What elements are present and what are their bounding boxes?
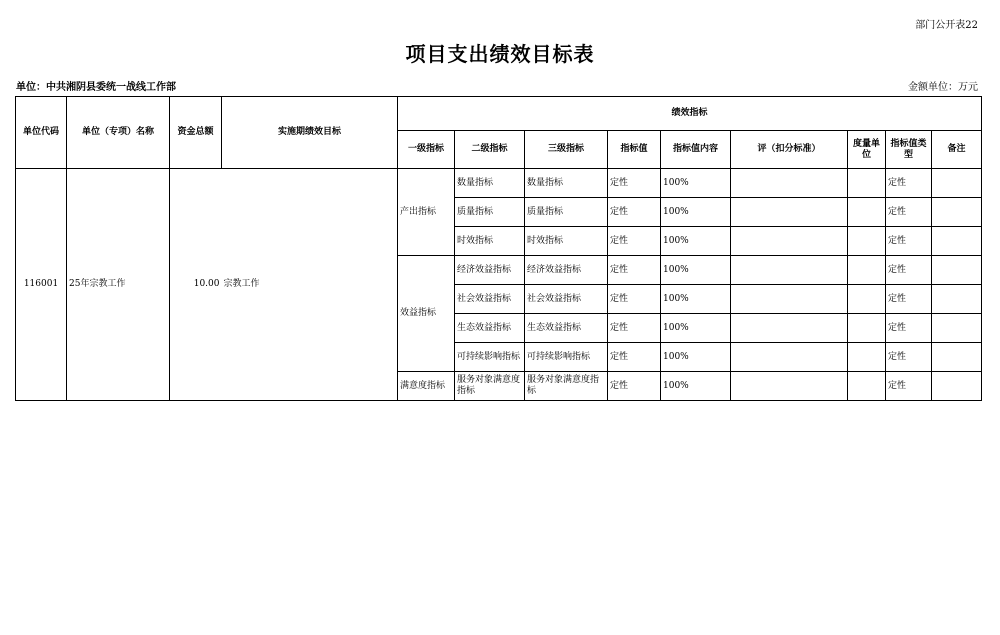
indicator-value-cell: 定性 <box>608 372 661 401</box>
header-period-goal: 实施期绩效目标 <box>222 97 398 169</box>
indicator-value-cell: 定性 <box>608 343 661 372</box>
header-value-type: 指标值类型 <box>886 131 932 169</box>
level2-cell: 时效指标 <box>455 227 525 256</box>
header-indicator-content: 指标值内容 <box>661 131 731 169</box>
level1-cell: 满意度指标 <box>398 372 455 401</box>
measure-unit-cell <box>848 227 886 256</box>
value-type-cell: 定性 <box>886 169 932 198</box>
header-indicator-value: 指标值 <box>608 131 661 169</box>
indicator-content-cell: 100% <box>661 372 731 401</box>
indicator-content-cell: 100% <box>661 343 731 372</box>
header-scoring: 评（扣分标准） <box>731 131 848 169</box>
level3-cell: 质量指标 <box>525 198 608 227</box>
header-level3: 三级指标 <box>525 131 608 169</box>
header-perf-indicators: 绩效指标 <box>398 97 982 131</box>
value-type-cell: 定性 <box>886 343 932 372</box>
level2-cell: 社会效益指标 <box>455 285 525 314</box>
measure-unit-cell <box>848 372 886 401</box>
level3-cell: 数量指标 <box>525 169 608 198</box>
indicator-value-cell: 定性 <box>608 285 661 314</box>
scoring-cell <box>731 198 848 227</box>
scoring-cell <box>731 285 848 314</box>
level3-cell: 时效指标 <box>525 227 608 256</box>
level2-cell: 数量指标 <box>455 169 525 198</box>
level2-cell: 可持续影响指标 <box>455 343 525 372</box>
table-row <box>16 169 982 198</box>
level3-cell: 生态效益指标 <box>525 314 608 343</box>
organization-label: 单位：中共湘阴县委统一战线工作部 <box>16 82 176 93</box>
level1-cell: 效益指标 <box>398 256 455 372</box>
amount-unit-label: 金额单位：万元 <box>908 82 978 93</box>
remark-cell <box>932 256 982 285</box>
remark-cell <box>932 169 982 198</box>
indicator-value-cell: 定性 <box>608 198 661 227</box>
value-type-cell: 定性 <box>886 227 932 256</box>
level2-cell: 质量指标 <box>455 198 525 227</box>
indicator-content-cell: 100% <box>661 227 731 256</box>
scoring-cell <box>731 169 848 198</box>
remark-cell <box>932 227 982 256</box>
measure-unit-cell <box>848 314 886 343</box>
header-level2: 二级指标 <box>455 131 525 169</box>
header-unit-name: 单位（专项）名称 <box>67 97 170 169</box>
indicator-value-cell: 定性 <box>608 227 661 256</box>
indicator-value-cell: 定性 <box>608 314 661 343</box>
indicator-content-cell: 100% <box>661 314 731 343</box>
level1-cell: 产出指标 <box>398 169 455 256</box>
level2-cell: 经济效益指标 <box>455 256 525 285</box>
performance-target-table <box>15 96 982 401</box>
value-type-cell: 定性 <box>886 198 932 227</box>
project-code-cell: 116001 <box>16 169 67 401</box>
value-type-cell: 定性 <box>886 372 932 401</box>
measure-unit-cell <box>848 169 886 198</box>
project-goal-cell: 宗教工作 <box>222 169 398 401</box>
remark-cell <box>932 343 982 372</box>
indicator-content-cell: 100% <box>661 285 731 314</box>
level3-cell: 服务对象满意度指标 <box>525 372 608 401</box>
scoring-cell <box>731 343 848 372</box>
value-type-cell: 定性 <box>886 314 932 343</box>
measure-unit-cell <box>848 256 886 285</box>
project-amount-cell: 10.00 <box>170 169 222 401</box>
header-unit-code: 单位代码 <box>16 97 67 169</box>
level3-cell: 可持续影响指标 <box>525 343 608 372</box>
indicator-content-cell: 100% <box>661 169 731 198</box>
scoring-cell <box>731 314 848 343</box>
scoring-cell <box>731 256 848 285</box>
level3-cell: 社会效益指标 <box>525 285 608 314</box>
header-total-funds: 资金总额 <box>170 97 222 169</box>
table-body <box>16 169 982 401</box>
level2-cell: 生态效益指标 <box>455 314 525 343</box>
indicator-value-cell: 定性 <box>608 256 661 285</box>
scoring-cell <box>731 372 848 401</box>
remark-cell <box>932 372 982 401</box>
measure-unit-cell <box>848 343 886 372</box>
form-number: 部门公开表22 <box>915 20 978 31</box>
scoring-cell <box>731 227 848 256</box>
value-type-cell: 定性 <box>886 256 932 285</box>
remark-cell <box>932 198 982 227</box>
measure-unit-cell <box>848 285 886 314</box>
value-type-cell: 定性 <box>886 285 932 314</box>
header-measure-unit: 度量单位 <box>848 131 886 169</box>
level3-cell: 经济效益指标 <box>525 256 608 285</box>
remark-cell <box>932 314 982 343</box>
indicator-content-cell: 100% <box>661 198 731 227</box>
remark-cell <box>932 285 982 314</box>
indicator-value-cell: 定性 <box>608 169 661 198</box>
measure-unit-cell <box>848 198 886 227</box>
page-title: 项目支出绩效目标表 <box>405 42 595 66</box>
header-remark: 备注 <box>932 131 982 169</box>
indicator-content-cell: 100% <box>661 256 731 285</box>
level2-cell: 服务对象满意度指标 <box>455 372 525 401</box>
header-level1: 一级指标 <box>398 131 455 169</box>
project-name-cell: 25年宗教工作 <box>67 169 170 401</box>
